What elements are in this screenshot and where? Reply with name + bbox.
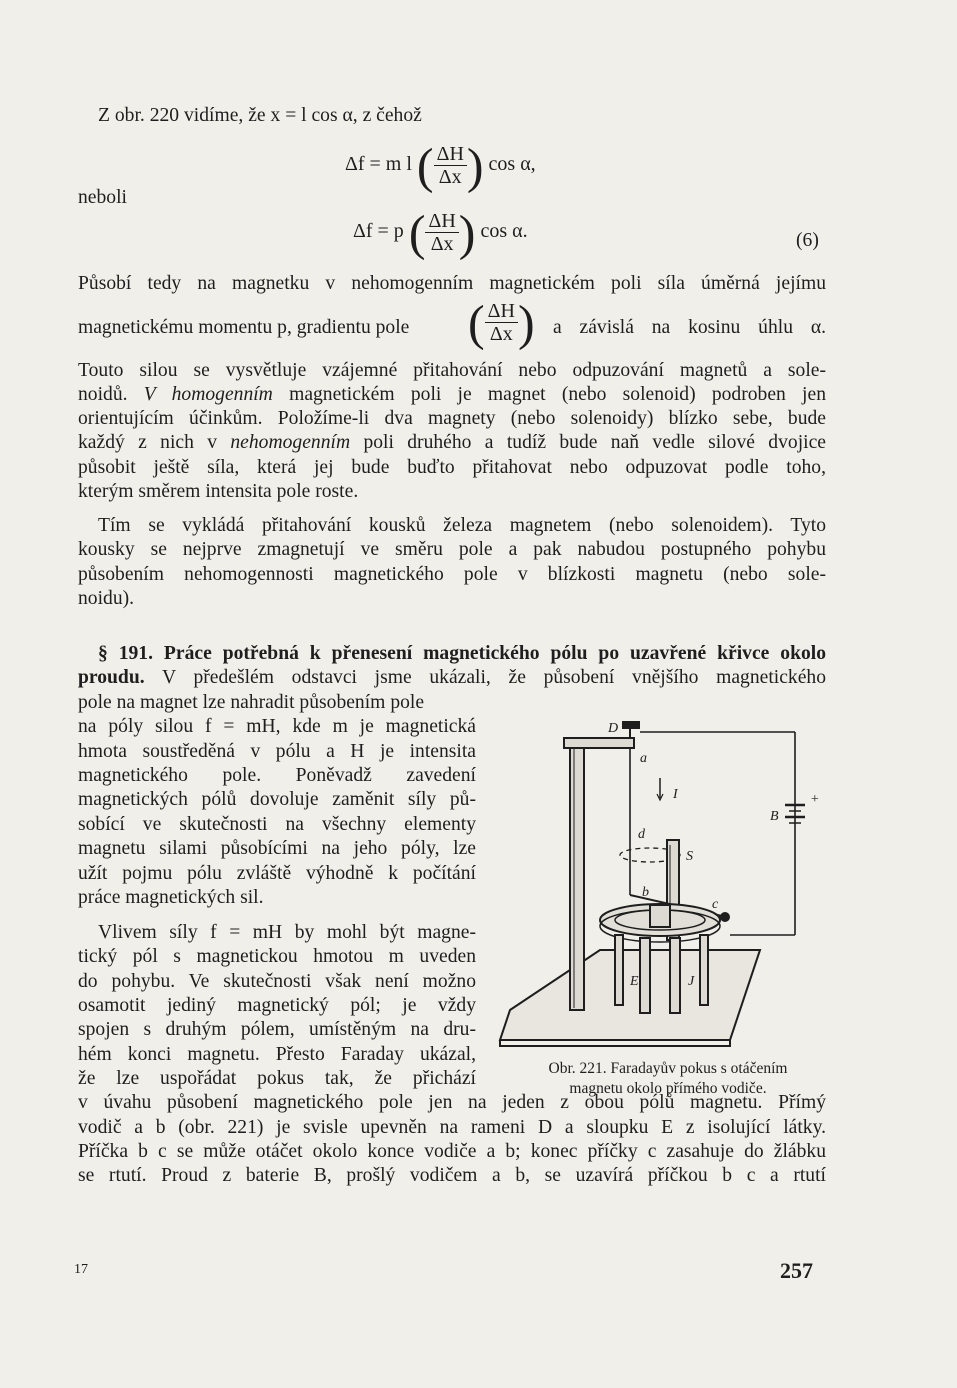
text-line: osamotit jediný magnetický pól; je vždy [78,995,476,1016]
inline-gradient: ( $\frac{\Delta H}{\Delta x}$ ) [468,294,535,351]
text-line: noidu). [78,588,135,609]
text-line: kousky se nejprve zmagnetují ve směru pole a pak nabudou postupného pohybu [78,539,826,560]
text-line: vodič a b (obr. 221) je svisle upevněn na rameni D a sloupku E z isolující látky. [78,1117,826,1138]
text-line: magnetu silami působícími na jeho póly, lze [78,838,476,859]
label-j: J [688,974,695,989]
text-line: hém konci magnetu. Přesto Faraday ukázal, [78,1044,476,1065]
text-line: každý z nich v nehomogenním poli druhého a tudíž bude naň vedle silové dvojice [78,432,826,453]
fraction: $\frac{\Delta H}{\Delta x}$ [425,210,458,255]
text-line: a závislá na kosinu úhlu α. [553,317,826,338]
equation-2: Δf = p ( $\frac{\Delta H}{\Delta x}$ ) cos α. [353,204,528,261]
text-line: pole na magnet lze nahradit působením pole [78,692,425,713]
text-line: se rtutí. Proud z baterie B, prošlý vodičem a b, se uzavírá příčkou b c a rtutí [78,1165,826,1186]
text-line: magnetickému momentu p, gradientu pole [78,317,410,338]
faraday-apparatus-figure [490,710,840,1050]
text-line: užít pojmu pólu zvláště výhodně k počítání [78,863,476,884]
label-b: b [642,885,649,900]
label-i: I [673,787,678,802]
text-line: noidů. V homogenním magnetickém poli je magnet (nebo solenoid) podroben jen [78,384,826,405]
text-line: tický pól s magnetickou hmotou m uveden [78,946,476,967]
fraction: $\frac{\Delta H}{\Delta x}$ [434,143,467,188]
leg [700,935,708,1005]
text-line: Z obr. 220 vidíme, že x = l cos α, z čehož [98,105,422,126]
label-d: D [608,721,619,736]
page-number: 257 [780,1258,813,1283]
base-board [500,950,760,1040]
text-line: Touto silou se vysvětluje vzájemné přitahování nebo odpuzování magnetů a sole- [78,360,826,381]
text-line: proudu. V předešlém odstavci jsme ukázali, že působení vnějšího magnetického [78,667,827,688]
text-line: do pohybu. Ve skutečnosti však není možno [78,971,476,992]
text-line: Tím se vykládá přitahování kousků železa magnetem (nebo solenoidem). Tyto [98,515,826,536]
leg [615,935,623,1005]
text-line: magnetických pólů dovoluje zaměnit síly pů- [78,789,476,810]
eq2-left: Δf = p [353,220,404,243]
text-line: hmota soustředěná v pólu a H je intensita [78,741,476,762]
text-line: neboli [78,187,127,208]
label-s: S [686,849,693,864]
label-e: E [630,974,639,989]
text-line: sobící ve skutečnosti na všechny elementy [78,814,476,835]
text-line: Příčka b c se může otáčet okolo konce vodiče a b; konec příčky c zasahuje do žlábku [78,1141,826,1162]
text-line: v úvahu působení magnetického pole jen na jeden z obou pólů magnetu. Přímý [78,1092,826,1113]
text-line: působit ještě síla, která jej bude buďto přitahovat nebo odpuzovat podle toho, [78,457,826,478]
equation-1: Δf = m l ( $\frac{\Delta H}{\Delta x}$ ) cos α, [345,137,536,194]
label-plus: + [810,792,820,807]
text-line: magnetického pole. Poněvadž zavedení [78,765,476,786]
text-line: kterým směrem intensita pole roste. [78,481,359,502]
text-line: spojen s druhým pólem, umístěným na dru- [78,1019,476,1040]
column-e [570,742,584,1010]
eq1-right: cos α, [488,153,536,176]
text-line: Působí tedy na magnetku v nehomogenním magnetickém poli síla úměrná jejímu [78,273,826,294]
text-line: Vlivem síly f = mH by mohl být magne- [98,922,476,943]
section-heading: § 191. Práce potřebná k přenesení magnetického pólu po uzavřené křivce okolo [98,643,826,664]
text-line: na póly silou f = mH, kde m je magnetická [78,716,476,737]
equation-number: (6) [796,230,819,251]
figure-caption: Obr. 221. Faradayův pokus s otáčením magnetu okolo přímého vodiče. [548,1060,788,1097]
eq1-left: Δf = m l [345,153,412,176]
eq2-right: cos α. [480,220,528,243]
leg [670,938,680,1013]
text-line: práce magnetických sil. [78,887,264,908]
text-line: že lze uspořádat pokus tak, že přichází [78,1068,476,1089]
label-a: a [640,751,647,766]
label-b-battery: B [770,809,779,824]
leg [640,938,650,1013]
signature-mark: 17 [74,1262,88,1277]
arm-d [564,738,634,748]
text-line: orientujícím účinkům. Položíme-li dva magnety (nebo solenoidy) blízko sebe, bude [78,408,826,429]
label-c: c [712,897,719,912]
label-d-lower: d [638,827,645,842]
text-line: působením nehomogennosti magnetického pole v blízkosti magnetu (nebo sole- [78,564,826,585]
